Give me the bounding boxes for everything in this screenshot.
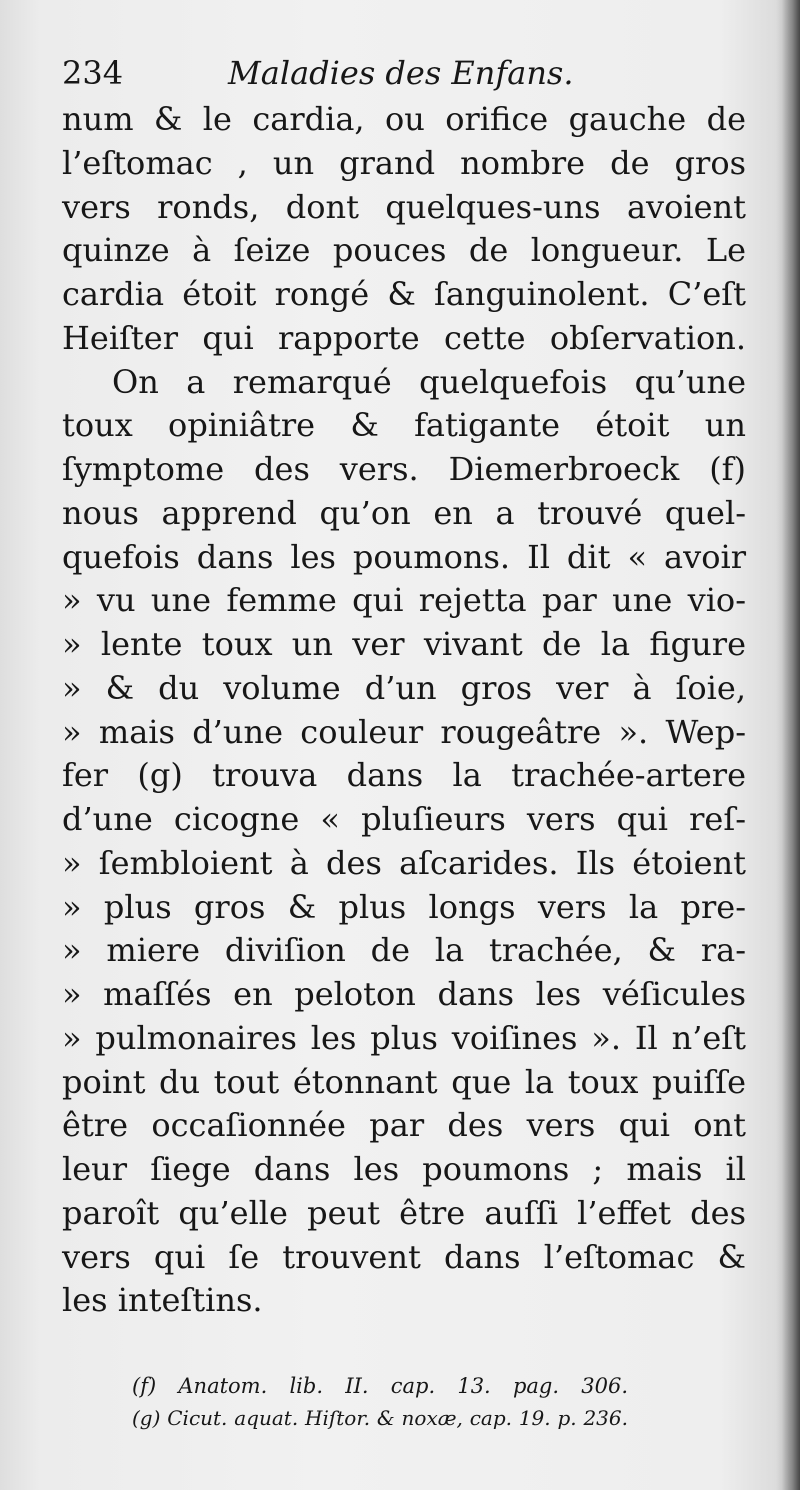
text-line: ſymptome des vers. Diemerbroeck (f) (62, 450, 746, 488)
text-line: » mais d’une couleur rougeâtre ». Wep- (62, 712, 746, 751)
text-line: » miere diviſion de la trachée, & ra- (62, 931, 746, 970)
text-line: l’eſtomac , un grand nombre de gros (62, 143, 746, 182)
page-edge-shadow (782, 0, 800, 1490)
text-line: » plus gros & plus longs vers la pre- (62, 887, 746, 926)
text-line: quefois dans les poumons. Il dit « avoir (62, 537, 746, 576)
page-header (62, 50, 742, 96)
text-line: vers qui ſe trouvent dans l’eſtomac & (62, 1237, 746, 1276)
text-line: Heiſter qui rapporte cette obſervation. (62, 318, 746, 357)
text-line: d’une cicogne « pluſieurs vers qui reſ- (62, 800, 746, 838)
text-line: nous apprend qu’on en a trouvé quel- (62, 493, 746, 532)
footnote-f: (f) Anatom. lib. II. cap. 13. pag. 306. (132, 1374, 628, 1398)
text-line: » maſſés en peloton dans les véſicules (62, 975, 746, 1013)
text-line: vers ronds, dont quelques-uns avoient (62, 187, 746, 226)
paragraph-end-line: les inteſtins. (62, 1281, 263, 1320)
text-line: point du tout étonnant que la toux puiſſe (62, 1062, 746, 1101)
text-line: être occaſionnée par des vers qui ont (62, 1106, 746, 1145)
text-line: » pulmonaires les plus voiſines ». Il n’eſt (62, 1018, 746, 1057)
text-line: » ſembloient à des aſcarides. Ils étoient (62, 843, 746, 882)
text-line: leur ſiege dans les poumons ; mais il (62, 1150, 746, 1188)
text-line: quinze à ſeize pouces de longueur. Le (62, 231, 746, 270)
text-line: » lente toux un ver vivant de la figure (62, 625, 746, 663)
text-line: » & du volume d’un gros ver à ſoie, (62, 668, 746, 707)
text-line: toux opiniâtre & fatigante étoit un (62, 406, 746, 445)
page-number: 234 (62, 54, 124, 92)
text-line: » vu une femme qui rejetta par une vio- (62, 581, 746, 620)
text-line: cardia étoit rongé & ſanguinolent. C’eſt (62, 275, 746, 313)
text-line: paroît qu’elle peut être auſſi l’effet des (62, 1193, 746, 1232)
text-line: fer (g) trouva dans la trachée-artere (62, 756, 746, 795)
paragraph-start-line: On a remarqué quelquefois qu’une (112, 362, 746, 401)
running-title: Maladies des Enfans. (228, 54, 574, 92)
body-text (62, 98, 746, 1323)
text-line: num & le cardia, ou orifice gauche de (62, 100, 746, 138)
footnote-g: (g) Cicut. aquat. Hiſtor. & noxæ, cap. 19. p. 236. (132, 1406, 628, 1430)
